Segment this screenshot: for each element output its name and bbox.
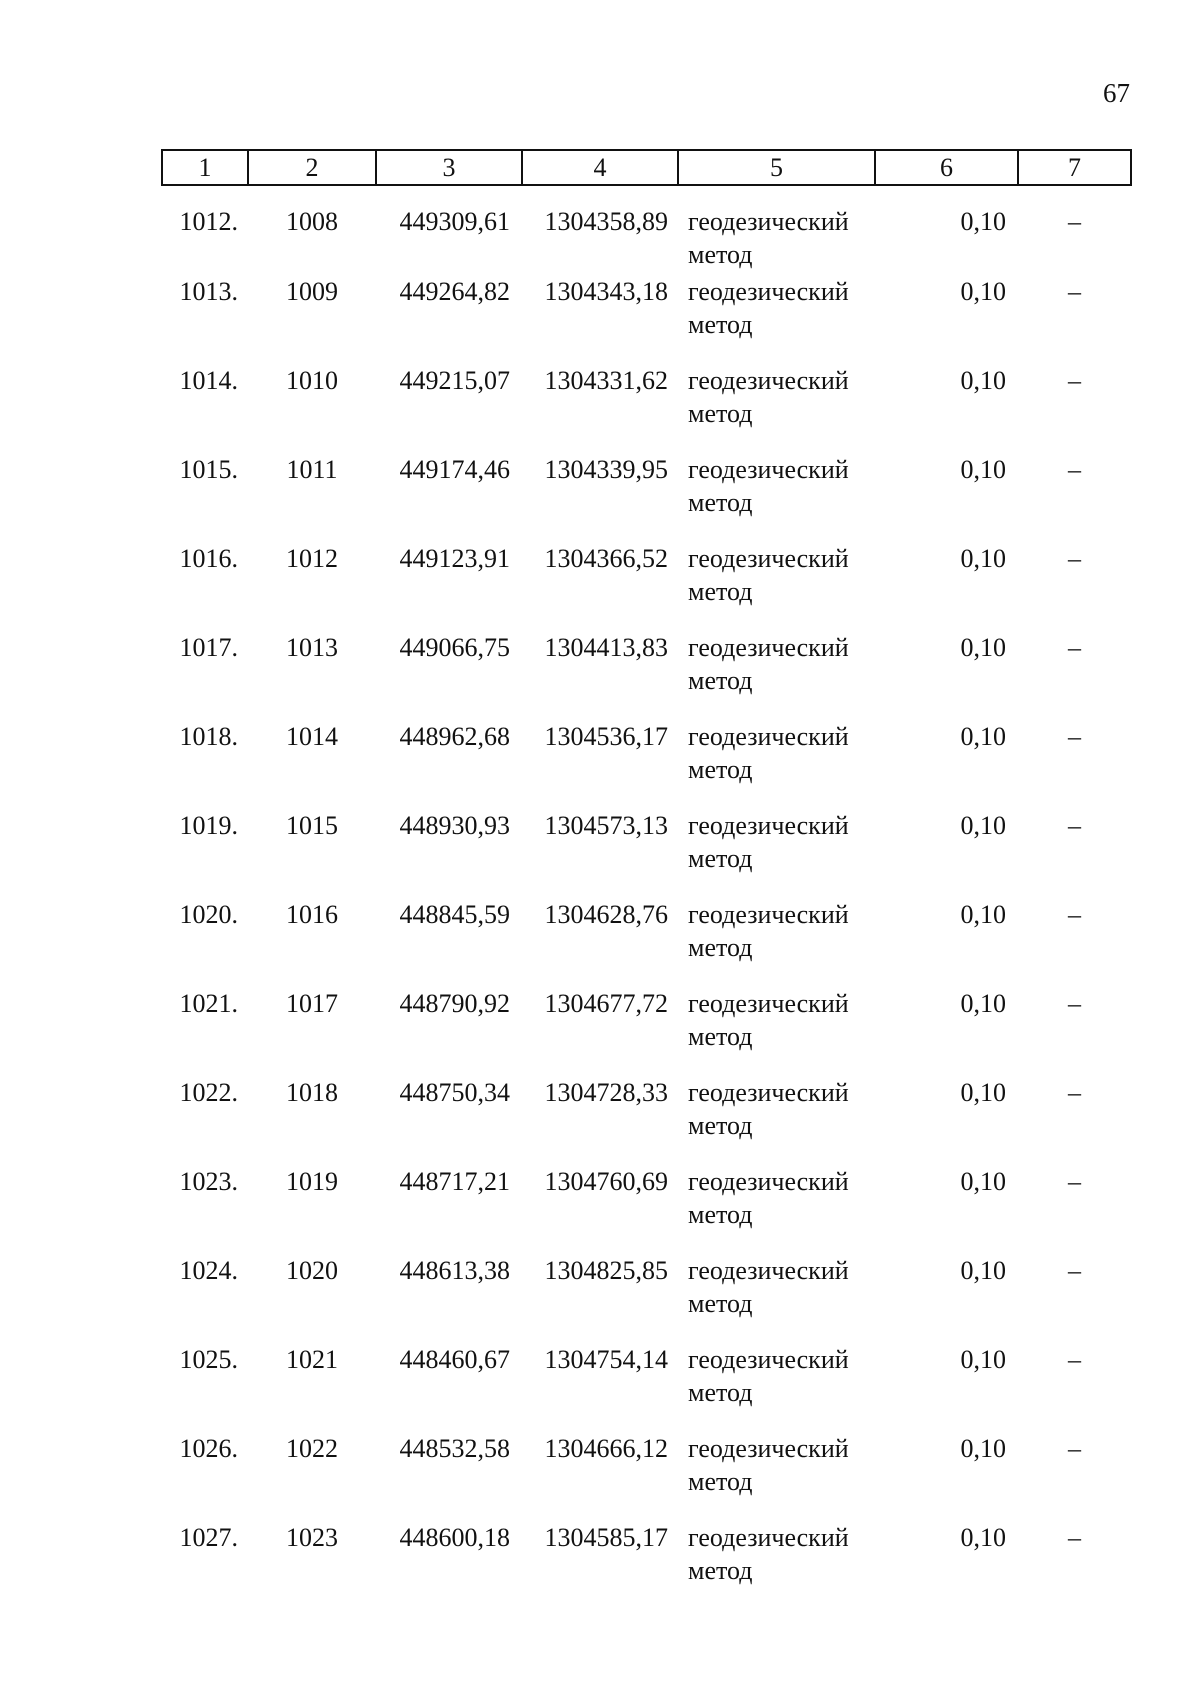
accuracy-cell: [875, 1432, 1018, 1521]
x-coordinate-cell: [376, 898, 522, 987]
point-number: 1011: [286, 455, 338, 484]
note-dash: –: [1068, 277, 1081, 306]
y-coordinate-cell: [522, 631, 678, 720]
accuracy-cell: [875, 185, 1018, 275]
row-number-cell: [162, 898, 248, 987]
x-coordinate: 448717,21: [399, 1167, 510, 1196]
page-number: 67: [1103, 78, 1130, 108]
table-body: [162, 185, 1131, 1610]
x-coordinate-cell: [376, 1343, 522, 1432]
table-row: [162, 631, 1131, 720]
accuracy-value: 0,10: [960, 1434, 1006, 1463]
y-coordinate: 1304573,13: [544, 811, 668, 840]
point-number: 1009: [286, 277, 338, 306]
row-number-cell: [162, 542, 248, 631]
accuracy-value: 0,10: [960, 207, 1006, 236]
method-line-1: геодезический: [688, 989, 849, 1018]
accuracy-value: 0,10: [960, 722, 1006, 751]
method-cell: [678, 364, 875, 453]
row-number-cell: [162, 1432, 248, 1521]
table-row: [162, 987, 1131, 1076]
method-line-1: геодезический: [688, 900, 849, 929]
y-coordinate-cell: [522, 185, 678, 275]
y-coordinate: 1304754,14: [544, 1345, 668, 1374]
column-header-4: 4: [522, 150, 678, 185]
method-line-2: метод: [688, 399, 753, 428]
note-dash: –: [1068, 207, 1081, 236]
row-number-cell: [162, 631, 248, 720]
accuracy-value: 0,10: [960, 544, 1006, 573]
column-header-2: 2: [248, 150, 376, 185]
row-number: 1025.: [179, 1345, 238, 1374]
x-coordinate-cell: [376, 185, 522, 275]
x-coordinate-cell: [376, 631, 522, 720]
point-number: 1012: [286, 544, 338, 573]
accuracy-value: 0,10: [960, 633, 1006, 662]
y-coordinate-cell: [522, 364, 678, 453]
coordinates-table: [161, 149, 1132, 1610]
accuracy-value: 0,10: [960, 1256, 1006, 1285]
point-number: 1018: [286, 1078, 338, 1107]
column-header-5: 5: [678, 150, 875, 185]
row-number: 1021.: [179, 989, 238, 1018]
table-row: [162, 185, 1131, 275]
note-dash: –: [1068, 1167, 1081, 1196]
method-cell: [678, 1521, 875, 1610]
method-line-1: геодезический: [688, 1256, 849, 1285]
y-coordinate: 1304677,72: [544, 989, 668, 1018]
x-coordinate-cell: [376, 542, 522, 631]
row-number: 1027.: [179, 1523, 238, 1552]
y-coordinate: 1304585,17: [544, 1523, 668, 1552]
method-line-2: метод: [688, 240, 753, 269]
y-coordinate-cell: [522, 898, 678, 987]
x-coordinate-cell: [376, 809, 522, 898]
method-line-1: геодезический: [688, 633, 849, 662]
x-coordinate: 448460,67: [399, 1345, 510, 1374]
method-line-2: метод: [688, 933, 753, 962]
row-number: 1013.: [179, 277, 238, 306]
x-coordinate: 449123,91: [399, 544, 510, 573]
method-line-2: метод: [688, 755, 753, 784]
row-number: 1012.: [179, 207, 238, 236]
note-dash: –: [1068, 366, 1081, 395]
x-coordinate: 449215,07: [399, 366, 510, 395]
table-row: [162, 275, 1131, 364]
method-line-1: геодезический: [688, 1523, 849, 1552]
coordinates-table-container: [161, 149, 1130, 1610]
point-number: 1008: [286, 207, 338, 236]
point-number: 1020: [286, 1256, 338, 1285]
method-cell: [678, 720, 875, 809]
note-dash: –: [1068, 1434, 1081, 1463]
note-dash: –: [1068, 1078, 1081, 1107]
table-row: [162, 1254, 1131, 1343]
x-coordinate: 448930,93: [399, 811, 510, 840]
accuracy-value: 0,10: [960, 455, 1006, 484]
accuracy-cell: [875, 275, 1018, 364]
accuracy-value: 0,10: [960, 1345, 1006, 1374]
y-coordinate-cell: [522, 275, 678, 364]
x-coordinate-cell: [376, 364, 522, 453]
accuracy-cell: [875, 1165, 1018, 1254]
method-line-1: геодезический: [688, 277, 849, 306]
y-coordinate-cell: [522, 987, 678, 1076]
x-coordinate: 449309,61: [399, 207, 510, 236]
point-number: 1015: [286, 811, 338, 840]
row-number-cell: [162, 1254, 248, 1343]
method-line-1: геодезический: [688, 811, 849, 840]
point-number: 1019: [286, 1167, 338, 1196]
row-number: 1026.: [179, 1434, 238, 1463]
method-line-1: геодезический: [688, 722, 849, 751]
x-coordinate: 449264,82: [399, 277, 510, 306]
accuracy-cell: [875, 1343, 1018, 1432]
accuracy-cell: [875, 1076, 1018, 1165]
method-cell: [678, 809, 875, 898]
method-line-2: метод: [688, 1467, 753, 1496]
x-coordinate-cell: [376, 1254, 522, 1343]
method-line-1: геодезический: [688, 1167, 849, 1196]
x-coordinate-cell: [376, 1521, 522, 1610]
note-dash: –: [1068, 544, 1081, 573]
x-coordinate: 449174,46: [399, 455, 510, 484]
point-number: 1023: [286, 1523, 338, 1552]
method-cell: [678, 1165, 875, 1254]
method-line-2: метод: [688, 488, 753, 517]
note-dash: –: [1068, 989, 1081, 1018]
note-dash: –: [1068, 633, 1081, 662]
y-coordinate-cell: [522, 1343, 678, 1432]
point-number: 1013: [286, 633, 338, 662]
x-coordinate-cell: [376, 1165, 522, 1254]
method-cell: [678, 1076, 875, 1165]
x-coordinate: 448600,18: [399, 1523, 510, 1552]
x-coordinate-cell: [376, 275, 522, 364]
y-coordinate-cell: [522, 542, 678, 631]
method-line-2: метод: [688, 1022, 753, 1051]
x-coordinate-cell: [376, 720, 522, 809]
table-row: [162, 453, 1131, 542]
table-row: [162, 898, 1131, 987]
table-row: [162, 1165, 1131, 1254]
row-number: 1019.: [179, 811, 238, 840]
column-header-7: 7: [1018, 150, 1131, 185]
method-line-1: геодезический: [688, 1434, 849, 1463]
y-coordinate: 1304339,95: [544, 455, 668, 484]
accuracy-value: 0,10: [960, 989, 1006, 1018]
method-cell: [678, 987, 875, 1076]
row-number-cell: [162, 1165, 248, 1254]
note-dash: –: [1068, 722, 1081, 751]
method-line-1: геодезический: [688, 1078, 849, 1107]
y-coordinate: 1304628,76: [544, 900, 668, 929]
method-line-2: метод: [688, 310, 753, 339]
y-coordinate-cell: [522, 1521, 678, 1610]
table-row: [162, 1343, 1131, 1432]
note-dash: –: [1068, 1345, 1081, 1374]
x-coordinate: 448613,38: [399, 1256, 510, 1285]
method-line-1: геодезический: [688, 366, 849, 395]
note-dash: –: [1068, 811, 1081, 840]
table-row: [162, 720, 1131, 809]
x-coordinate: 448962,68: [399, 722, 510, 751]
accuracy-cell: [875, 809, 1018, 898]
point-number: 1021: [286, 1345, 338, 1374]
note-dash: –: [1068, 1256, 1081, 1285]
accuracy-cell: [875, 1254, 1018, 1343]
point-number: 1017: [286, 989, 338, 1018]
method-line-2: метод: [688, 1200, 753, 1229]
point-number: 1014: [286, 722, 338, 751]
row-number-cell: [162, 1521, 248, 1610]
y-coordinate: 1304331,62: [544, 366, 668, 395]
method-cell: [678, 542, 875, 631]
y-coordinate: 1304825,85: [544, 1256, 668, 1285]
table-row: [162, 1521, 1131, 1610]
row-number: 1023.: [179, 1167, 238, 1196]
y-coordinate: 1304366,52: [544, 544, 668, 573]
note-dash: –: [1068, 1523, 1081, 1552]
method-line-1: геодезический: [688, 455, 849, 484]
accuracy-cell: [875, 1521, 1018, 1610]
accuracy-cell: [875, 631, 1018, 720]
y-coordinate: 1304666,12: [544, 1434, 668, 1463]
row-number: 1018.: [179, 722, 238, 751]
method-line-2: метод: [688, 1289, 753, 1318]
row-number: 1015.: [179, 455, 238, 484]
point-number: 1022: [286, 1434, 338, 1463]
method-line-2: метод: [688, 1556, 753, 1585]
row-number-cell: [162, 185, 248, 275]
accuracy-value: 0,10: [960, 900, 1006, 929]
method-cell: [678, 453, 875, 542]
y-coordinate-cell: [522, 1165, 678, 1254]
method-cell: [678, 631, 875, 720]
x-coordinate: 449066,75: [399, 633, 510, 662]
row-number: 1020.: [179, 900, 238, 929]
accuracy-cell: [875, 898, 1018, 987]
table-row: [162, 1076, 1131, 1165]
header-row: [162, 150, 1131, 185]
row-number-cell: [162, 720, 248, 809]
method-line-2: метод: [688, 844, 753, 873]
accuracy-cell: [875, 542, 1018, 631]
table-row: [162, 542, 1131, 631]
table-row: [162, 1432, 1131, 1521]
method-line-1: геодезический: [688, 544, 849, 573]
method-cell: [678, 275, 875, 364]
method-cell: [678, 898, 875, 987]
row-number-cell: [162, 364, 248, 453]
row-number-cell: [162, 1343, 248, 1432]
table-row: [162, 809, 1131, 898]
column-header-3: 3: [376, 150, 522, 185]
y-coordinate-cell: [522, 809, 678, 898]
row-number-cell: [162, 1076, 248, 1165]
method-line-2: метод: [688, 1111, 753, 1140]
accuracy-value: 0,10: [960, 1167, 1006, 1196]
table-row: [162, 364, 1131, 453]
x-coordinate-cell: [376, 453, 522, 542]
x-coordinate-cell: [376, 987, 522, 1076]
y-coordinate-cell: [522, 453, 678, 542]
column-header-6: 6: [875, 150, 1018, 185]
accuracy-cell: [875, 364, 1018, 453]
row-number: 1022.: [179, 1078, 238, 1107]
method-line-2: метод: [688, 1378, 753, 1407]
x-coordinate: 448750,34: [399, 1078, 510, 1107]
y-coordinate-cell: [522, 1254, 678, 1343]
point-number: 1010: [286, 366, 338, 395]
x-coordinate: 448532,58: [399, 1434, 510, 1463]
accuracy-cell: [875, 987, 1018, 1076]
method-cell: [678, 1254, 875, 1343]
table-header: [162, 150, 1131, 185]
row-number-cell: [162, 453, 248, 542]
y-coordinate: 1304413,83: [544, 633, 668, 662]
column-header-1: 1: [162, 150, 248, 185]
method-cell: [678, 1432, 875, 1521]
method-line-1: геодезический: [688, 1345, 849, 1374]
y-coordinate: 1304358,89: [544, 207, 668, 236]
y-coordinate-cell: [522, 720, 678, 809]
accuracy-cell: [875, 453, 1018, 542]
y-coordinate: 1304343,18: [544, 277, 668, 306]
note-dash: –: [1068, 900, 1081, 929]
x-coordinate-cell: [376, 1432, 522, 1521]
row-number: 1017.: [179, 633, 238, 662]
accuracy-value: 0,10: [960, 1523, 1006, 1552]
y-coordinate-cell: [522, 1432, 678, 1521]
method-cell: [678, 1343, 875, 1432]
row-number-cell: [162, 987, 248, 1076]
accuracy-value: 0,10: [960, 1078, 1006, 1107]
row-number: 1014.: [179, 366, 238, 395]
accuracy-value: 0,10: [960, 366, 1006, 395]
x-coordinate-cell: [376, 1076, 522, 1165]
x-coordinate: 448790,92: [399, 989, 510, 1018]
accuracy-value: 0,10: [960, 811, 1006, 840]
row-number-cell: [162, 275, 248, 364]
method-cell: [678, 185, 875, 275]
row-number: 1016.: [179, 544, 238, 573]
accuracy-value: 0,10: [960, 277, 1006, 306]
x-coordinate: 448845,59: [399, 900, 510, 929]
note-dash: –: [1068, 455, 1081, 484]
row-number-cell: [162, 809, 248, 898]
y-coordinate: 1304760,69: [544, 1167, 668, 1196]
y-coordinate-cell: [522, 1076, 678, 1165]
row-number: 1024.: [179, 1256, 238, 1285]
method-line-2: метод: [688, 577, 753, 606]
method-line-1: геодезический: [688, 207, 849, 236]
accuracy-cell: [875, 720, 1018, 809]
y-coordinate: 1304728,33: [544, 1078, 668, 1107]
y-coordinate: 1304536,17: [544, 722, 668, 751]
point-number: 1016: [286, 900, 338, 929]
method-line-2: метод: [688, 666, 753, 695]
